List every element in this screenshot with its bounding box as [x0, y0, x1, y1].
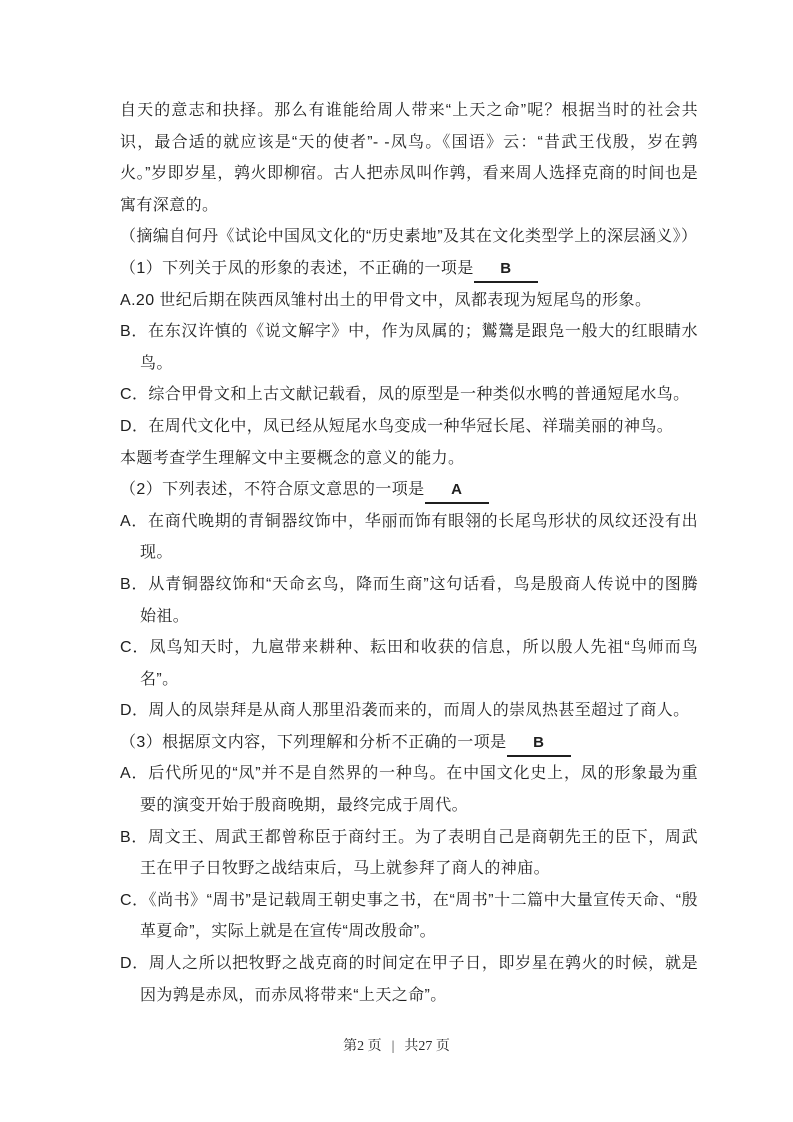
question-1 [120, 253, 698, 474]
answer-blank: A [425, 478, 489, 504]
option-item: A．后代所见的“凤”并不是自然界的一种鸟。在中国文化史上，凤的形象最为重要的演变开始于殷商晚期，最终完成于周代。 [120, 765, 698, 815]
option-item: B．周文王、周武王都曾称臣于商纣王。为了表明自己是商朝先王的臣下，周武王在甲子日牧野之战结束后，马上就参拜了商人的神庙。 [120, 828, 698, 878]
question-stem [120, 253, 698, 285]
question-stem-text: （1）下列关于凤的形象的表述，不正确的一项是 [120, 259, 474, 277]
passage-source: （摘编自何丹《试论中国凤文化的“历史素地”及其在文化类型学上的深层涵义》） [120, 228, 698, 246]
document-content [120, 95, 698, 1011]
footer-separator: | [391, 1039, 395, 1054]
option-item: C．综合甲骨文和上古文献记载看，凤的原型是一种类似水鸭的普通短尾水鸟。 [120, 386, 690, 404]
question-stem-text: （3）根据原文内容，下列理解和分析不正确的一项是 [120, 733, 507, 751]
option-item: B．在东汉许慎的《说文解字》中，作为凤属的；鸑鷟是跟凫一般大的红眼睛水鸟。 [120, 323, 698, 372]
option-item: A.20 世纪后期在陕西凤雏村出土的甲骨文中，凤都表现为短尾鸟的形象。 [120, 291, 652, 309]
option-item: C．《尚书》“周书”是记载周王朝史事之书，在“周书”十二篇中大量宣传天命、“殷革夏命”，实际上就是在宣传“周改殷命”。 [120, 891, 698, 941]
page-footer [0, 1035, 793, 1055]
option-item: B．从青铜器纹饰和“天命玄鸟，降而生商”这句话看，鸟是殷商人传说中的图腾始祖。 [120, 575, 698, 625]
passage-paragraph: 自天的意志和抉择。那么有谁能给周人带来“上天之命”呢？根据当时的社会共识，最合适的就应该是“天的使者”- -凤鸟。《国语》云：“昔武王伐殷，岁在鹑火。”岁即岁星，鹑火即柳宿。古人把赤凤叫作鹑，看来周人选择克商的时间也是寓有深意的。 [120, 102, 698, 214]
footer-total-pages: 共27 页 [404, 1039, 450, 1054]
question-2 [120, 474, 698, 727]
answer-blank: B [507, 731, 571, 757]
footer-page-number: 第2 页 [343, 1039, 382, 1054]
answer-blank: B [474, 257, 538, 283]
option-item: D．在周代文化中，凤已经从短尾水鸟变成一种华冠长尾、祥瑞美丽的神鸟。 [120, 417, 674, 435]
question-stem [120, 474, 698, 506]
option-item: D．周人之所以把牧野之战克商的时间定在甲子日，即岁星在鹑火的时候，就是因为鹑是赤凤，而赤凤将带来“上天之命”。 [120, 955, 698, 1004]
question-stem-text: （2）下列表述，不符合原文意思的一项是 [120, 481, 425, 499]
option-item: A．在商代晚期的青铜器纹饰中，华丽而饰有眼翎的长尾鸟形状的凤纹还没有出现。 [120, 512, 698, 562]
question-3 [120, 727, 698, 1011]
question-note: 本题考查学生理解文中主要概念的意义的能力。 [120, 449, 465, 467]
option-item: C．凤鸟知天时，九扈带来耕种、耘田和收获的信息，所以殷人先祖“鸟师而鸟名”。 [120, 639, 698, 688]
question-stem [120, 727, 698, 759]
option-item: D．周人的凤崇拜是从商人那里沿袭而来的，而周人的崇凤热甚至超过了商人。 [120, 702, 690, 720]
